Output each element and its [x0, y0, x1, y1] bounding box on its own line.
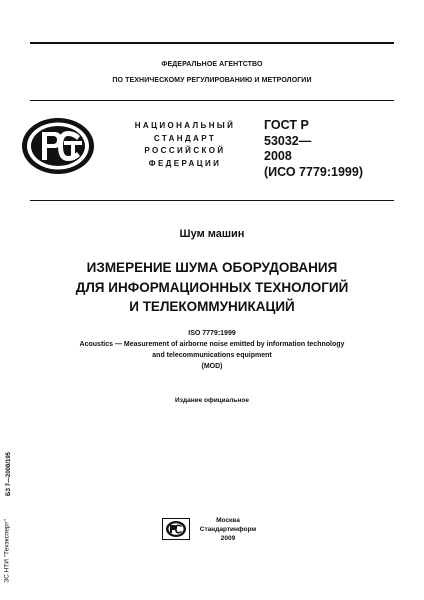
margin-code-text: БЗ 7—2008/195 — [6, 451, 12, 497]
gost-identifier — [264, 118, 404, 180]
standard-line-2: СТАНДАРТ — [153, 133, 217, 143]
document-title — [30, 258, 394, 317]
english-title-line-2: and telecommunications equipment — [152, 352, 272, 359]
standard-line-4: ФЕДЕРАЦИИ — [148, 158, 222, 168]
margin-code — [2, 438, 16, 510]
publisher-imprint — [198, 516, 258, 543]
standard-line-1: НАЦИОНАЛЬНЫЙ — [134, 121, 236, 130]
standard-line-3: РОССИЙСКОЙ — [144, 146, 226, 155]
gost-line-4: (ИСО 7779:1999) — [264, 164, 363, 179]
gost-line-3: 2008 — [264, 149, 292, 163]
title-line-1: ИЗМЕРЕНИЕ ШУМА ОБОРУДОВАНИЯ — [86, 260, 338, 275]
margin-stamp-text: ЗС НТИ "Техэксперт" — [3, 519, 11, 583]
rst-logo-icon — [20, 116, 96, 176]
publisher-name: Стандартинформ — [199, 526, 257, 533]
title-line-3: И ТЕЛЕКОММУНИКАЦИЙ — [129, 299, 295, 314]
top-rule — [30, 42, 394, 44]
edition-note: Издание официальное — [175, 397, 249, 404]
english-title-line-3: (MOD) — [201, 363, 223, 370]
margin-stamp — [0, 508, 14, 594]
publisher-year: 2009 — [220, 535, 236, 542]
english-title-line-1: Acoustics — Measurement of airborne noise emitted by information technology — [79, 341, 345, 348]
document-subtitle: Шум машин — [179, 228, 245, 240]
title-line-2: ДЛЯ ИНФОРМАЦИОННЫХ ТЕХНОЛОГИЙ — [75, 279, 349, 295]
title-block-rule — [30, 200, 394, 201]
agency-line-1: ФЕДЕРАЛЬНОЕ АГЕНТСТВО — [161, 61, 263, 68]
publisher-city: Москва — [216, 517, 240, 524]
english-title-block — [20, 328, 404, 372]
gost-line-2: 53032— — [264, 133, 312, 148]
national-standard-label — [116, 120, 254, 170]
agency-line-2: ПО ТЕХНИЧЕСКОМУ РЕГУЛИРОВАНИЮ И МЕТРОЛОГИИ — [112, 77, 312, 84]
iso-reference: ISO 7779:1999 — [188, 330, 236, 337]
gost-line-1: ГОСТ Р — [264, 118, 309, 132]
header-rule — [30, 100, 394, 101]
publisher-logo-icon — [162, 518, 190, 540]
